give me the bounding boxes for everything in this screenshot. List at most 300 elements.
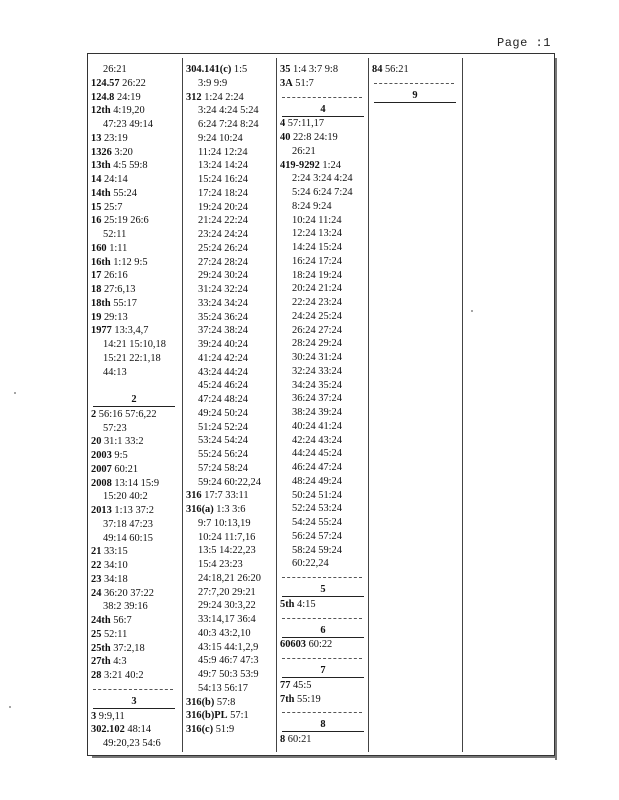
- page-line-refs: 26:24 27:24: [292, 324, 342, 336]
- index-entry-continuation: [186, 393, 278, 407]
- index-entry-continuation: [280, 241, 372, 255]
- page-line-refs: 27:6,13: [101, 284, 136, 295]
- page-line-refs: 40:24 41:24: [292, 420, 342, 432]
- page-line-refs: 34:10: [101, 560, 128, 571]
- index-entry-continuation: [91, 228, 183, 242]
- page-line-refs: 11:24 12:24: [198, 146, 248, 158]
- index-term: 2007: [91, 463, 112, 475]
- index-term: 316: [186, 490, 202, 502]
- index-entry: [280, 77, 372, 91]
- index-entry-continuation: [186, 228, 278, 242]
- page-line-refs: 5:24 6:24 7:24: [292, 187, 353, 198]
- page-line-refs: 13:24 14:24: [198, 160, 248, 172]
- index-term: 4: [280, 118, 286, 130]
- index-term: 28: [91, 670, 102, 681]
- page-line-refs: 26:21: [292, 145, 316, 157]
- index-entry-continuation: [280, 392, 372, 406]
- index-entry: [280, 63, 372, 77]
- index-entry-continuation: [186, 379, 278, 393]
- index-entry-continuation: [91, 118, 183, 132]
- index-entry: [186, 63, 278, 77]
- index-entry-continuation: [91, 63, 183, 77]
- index-entry-continuation: [186, 682, 278, 696]
- index-entry: [186, 489, 278, 503]
- scan-speck: [14, 392, 16, 394]
- index-term: 19: [91, 311, 102, 323]
- page-line-refs: 50:24 51:24: [292, 489, 342, 501]
- page-line-refs: 19:24 20:24: [198, 201, 248, 213]
- page-line-refs: 10:24 11:24: [292, 214, 342, 226]
- index-entry-continuation: [91, 379, 183, 393]
- index-term: 14th: [91, 187, 111, 199]
- page-line-refs: 49:20,23 54:6: [103, 738, 161, 749]
- index-entry-continuation: [280, 420, 372, 434]
- section-separator: [282, 577, 362, 578]
- index-entry: [186, 709, 278, 723]
- section-heading: 3: [93, 696, 175, 709]
- index-entry-continuation: [280, 475, 372, 489]
- page-line-refs: 15:4 23:23: [198, 559, 243, 570]
- index-term: 18: [91, 284, 102, 295]
- index-entry: [91, 242, 183, 256]
- page-line-refs: 31:1 33:2: [101, 436, 144, 448]
- page-line-refs: 1:5: [231, 64, 248, 75]
- page-number: Page :1: [497, 36, 551, 50]
- index-term: 16: [91, 215, 102, 227]
- page-line-refs: 8:24 9:24: [292, 200, 332, 212]
- page-line-refs: 3:20: [111, 146, 133, 158]
- page-line-refs: 60:22: [305, 639, 333, 651]
- page-line-refs: 4:19,20: [110, 105, 145, 117]
- index-entry-continuation: [280, 255, 372, 269]
- scan-speck: [9, 706, 11, 708]
- index-entry-continuation: [186, 297, 278, 311]
- index-entry-continuation: [186, 668, 278, 682]
- page-line-refs: 45:24 46:24: [198, 380, 248, 392]
- section-separator: [374, 83, 454, 84]
- page-line-refs: 1:11: [106, 242, 128, 254]
- page-line-refs: 24:18,21 26:20: [198, 572, 261, 584]
- page-line-refs: 60:21: [285, 734, 312, 745]
- index-entry-continuation: [186, 338, 278, 352]
- index-entry: [280, 638, 372, 652]
- index-entry: [91, 449, 183, 463]
- index-entry-continuation: [280, 557, 372, 571]
- page-line-refs: 27:7,20 29:21: [198, 586, 256, 598]
- index-term: 419-9292: [280, 159, 320, 171]
- page-line-refs: 29:24 30:3,22: [198, 600, 256, 612]
- index-term: 3: [91, 710, 97, 722]
- index-entry-continuation: [186, 269, 278, 283]
- section-separator: [282, 712, 362, 713]
- index-entry-continuation: [280, 530, 372, 544]
- page-line-refs: 49:7 50:3 53:9: [198, 669, 259, 680]
- index-entry-continuation: [186, 434, 278, 448]
- index-entry-continuation: [91, 422, 183, 436]
- index-entry: [280, 693, 372, 707]
- index-term: 24: [91, 587, 102, 599]
- index-entry: [91, 173, 183, 187]
- page-line-refs: 13:14 15:9: [111, 477, 160, 489]
- index-entry: [91, 545, 183, 559]
- index-entry-continuation: [186, 201, 278, 215]
- page-line-refs: 24:19: [114, 91, 141, 103]
- index-entry: [91, 104, 183, 118]
- section-heading: 9: [374, 90, 456, 103]
- page-line-refs: 13:5 14:22,23: [198, 545, 256, 557]
- index-term: 24th: [91, 615, 111, 626]
- page-line-refs: 3:21 40:2: [101, 670, 144, 681]
- page-line-refs: 55:24 56:24: [198, 449, 248, 460]
- page-line-refs: 57:23: [103, 422, 127, 434]
- index-entry-continuation: [280, 447, 372, 461]
- index-entry: [91, 324, 183, 338]
- index-entry-continuation: [91, 600, 183, 614]
- index-entry-continuation: [91, 532, 183, 546]
- page-line-refs: 44:24 45:24: [292, 448, 342, 460]
- page-line-refs: 27:24 28:24: [198, 256, 248, 268]
- page-line-refs: 15:21 22:1,18: [103, 352, 161, 364]
- page-line-refs: 16:24 17:24: [292, 255, 342, 267]
- page-line-refs: 55:17: [110, 297, 137, 309]
- index-entry-continuation: [280, 200, 372, 214]
- page-line-refs: 48:14: [124, 724, 152, 736]
- page-line-refs: 37:24 38:24: [198, 325, 248, 337]
- index-entry-continuation: [186, 572, 278, 586]
- page-line-refs: 34:24 35:24: [292, 379, 342, 391]
- page-line-refs: 33:14,17 36:4: [198, 614, 256, 625]
- index-term: 160: [91, 242, 107, 254]
- index-entry: [91, 435, 183, 449]
- index-entry-continuation: [186, 613, 278, 627]
- index-term: 25: [91, 628, 102, 640]
- index-entry-continuation: [186, 214, 278, 228]
- index-entry: [91, 283, 183, 297]
- index-entry: [91, 132, 183, 146]
- index-column-4: [372, 63, 464, 104]
- index-term: 27th: [91, 656, 111, 668]
- page-line-refs: 17:7 33:11: [201, 490, 249, 502]
- index-entry-continuation: [280, 351, 372, 365]
- index-entry-continuation: [280, 544, 372, 558]
- index-term: 2: [91, 408, 97, 420]
- index-entry-continuation: [186, 77, 278, 91]
- index-entry: [91, 256, 183, 270]
- page-line-refs: 30:24 31:24: [292, 352, 342, 363]
- index-entry-continuation: [186, 558, 278, 572]
- page-line-refs: 32:24 33:24: [292, 365, 342, 377]
- index-entry-continuation: [91, 338, 183, 352]
- index-entry: [186, 723, 278, 737]
- index-entry: [91, 463, 183, 477]
- index-entry: [91, 628, 183, 642]
- index-entry: [91, 587, 183, 601]
- index-term: 8: [280, 734, 286, 745]
- page-line-refs: 48:24 49:24: [292, 475, 342, 487]
- page-line-refs: 25:24 26:24: [198, 242, 248, 254]
- page-line-refs: 55:24: [110, 187, 137, 199]
- index-term: 124.8: [91, 91, 115, 103]
- index-entry-continuation: [186, 104, 278, 118]
- page-line-refs: 9:5: [111, 450, 128, 461]
- index-entry-continuation: [186, 187, 278, 201]
- index-entry: [91, 311, 183, 325]
- page-line-refs: 29:13: [101, 311, 128, 323]
- index-entry: [372, 63, 464, 77]
- index-entry: [91, 146, 183, 160]
- index-entry: [280, 598, 372, 612]
- section-separator: [282, 658, 362, 659]
- index-entry-continuation: [186, 159, 278, 173]
- page-line-refs: 25:7: [101, 201, 123, 213]
- index-term: 13th: [91, 160, 111, 172]
- page-line-refs: 12:24 13:24: [292, 228, 342, 240]
- page-line-refs: 52:24 53:24: [292, 503, 342, 515]
- index-entry-continuation: [186, 146, 278, 160]
- index-entry-continuation: [280, 310, 372, 324]
- page-line-refs: 1:12 9:5: [110, 256, 148, 268]
- page-line-refs: 34:18: [101, 573, 128, 585]
- page-line-refs: 14:21 15:10,18: [103, 339, 166, 350]
- index-entry-continuation: [280, 379, 372, 393]
- index-entry-continuation: [280, 434, 372, 448]
- index-entry-continuation: [280, 516, 372, 530]
- index-entry-continuation: [186, 324, 278, 338]
- index-entry-continuation: [280, 502, 372, 516]
- page-line-refs: 15:24 16:24: [198, 174, 248, 185]
- section-heading: 4: [282, 104, 364, 117]
- index-entry-continuation: [280, 269, 372, 283]
- index-term: 316(b)PL: [186, 710, 228, 722]
- page-line-refs: 17:24 18:24: [198, 187, 248, 199]
- page-line-refs: 4:15: [294, 598, 316, 610]
- page-line-refs: 47:23 49:14: [103, 119, 153, 130]
- page-line-refs: 35:24 36:24: [198, 311, 248, 323]
- index-entry-continuation: [280, 186, 372, 200]
- page-line-refs: 24:14: [101, 174, 128, 185]
- index-entry-continuation: [186, 654, 278, 668]
- index-entry: [280, 117, 372, 131]
- page-line-refs: 37:18 47:23: [103, 518, 153, 530]
- page-line-refs: 2:24 3:24 4:24: [292, 173, 353, 185]
- index-entry-continuation: [91, 518, 183, 532]
- section-heading: 6: [282, 625, 364, 638]
- page-line-refs: 13:3,4,7: [111, 325, 149, 337]
- index-entry-continuation: [280, 296, 372, 310]
- index-term: 18th: [91, 297, 111, 309]
- index-entry-continuation: [280, 365, 372, 379]
- page-line-refs: 9:9,11: [96, 710, 125, 722]
- page-line-refs: 4:3: [110, 656, 127, 668]
- page-line-refs: 53:24 54:24: [198, 435, 248, 447]
- index-entry-continuation: [280, 145, 372, 159]
- page-line-refs: 57:11,17: [285, 118, 325, 130]
- index-entry: [91, 655, 183, 669]
- page-line-refs: 37:2,18: [110, 642, 145, 654]
- index-entry-continuation: [91, 352, 183, 366]
- page-line-refs: 1:4 3:7 9:8: [290, 64, 339, 75]
- page-line-refs: 22:8 24:19: [290, 132, 338, 143]
- index-entry-continuation: [186, 476, 278, 490]
- index-column-3: [280, 63, 372, 747]
- index-entry-continuation: [186, 311, 278, 325]
- page-line-refs: 1:24 2:24: [201, 91, 244, 103]
- index-entry-continuation: [280, 461, 372, 475]
- index-term: 5th: [280, 598, 295, 610]
- page-line-refs: 57:1: [227, 710, 249, 722]
- section-heading: 7: [282, 665, 364, 678]
- index-entry-continuation: [186, 256, 278, 270]
- index-entry: [91, 504, 183, 518]
- index-term: 302.102: [91, 724, 125, 736]
- page-line-refs: 21:24 22:24: [198, 215, 248, 227]
- index-entry-continuation: [186, 242, 278, 256]
- page-line-refs: 43:24 44:24: [198, 366, 248, 378]
- page-line-refs: 36:20 37:22: [101, 587, 154, 599]
- page-line-refs: 51:9: [213, 724, 235, 735]
- index-term: 316(a): [186, 504, 214, 515]
- page-line-refs: 39:24 40:24: [198, 339, 248, 350]
- page-line-refs: 57:8: [214, 696, 236, 708]
- index-entry-continuation: [186, 173, 278, 187]
- index-entry-continuation: [186, 352, 278, 366]
- index-term: 35: [280, 64, 291, 75]
- page-line-refs: 49:14 60:15: [103, 532, 153, 544]
- index-term: 17: [91, 270, 102, 282]
- page-line-refs: 9:7 10:13,19: [198, 517, 251, 529]
- page-line-refs: 56:16 57:6,22: [96, 408, 157, 420]
- page-line-refs: 26:21: [103, 64, 127, 75]
- index-entry: [91, 91, 183, 105]
- section-separator: [282, 97, 362, 98]
- index-term: 20: [91, 436, 102, 448]
- page-line-refs: 51:7: [292, 77, 314, 89]
- index-entry: [91, 269, 183, 283]
- index-entry: [186, 91, 278, 105]
- index-entry-continuation: [186, 531, 278, 545]
- index-entry: [91, 614, 183, 628]
- page-line-refs: 45:9 46:7 47:3: [198, 655, 259, 667]
- index-entry-continuation: [186, 407, 278, 421]
- page-line-refs: 56:21: [382, 64, 409, 75]
- index-term: 2003: [91, 450, 112, 461]
- page-line-refs: 1:24: [319, 159, 341, 171]
- page-line-refs: 10:24 11:7,16: [198, 531, 256, 543]
- index-entry-continuation: [280, 214, 372, 228]
- index-entry: [280, 131, 372, 145]
- index-term: 316(c): [186, 724, 214, 735]
- index-column-1: [91, 63, 183, 751]
- page-line-refs: 59:24 60:22,24: [198, 476, 261, 488]
- index-entry: [280, 733, 372, 747]
- index-entry-continuation: [186, 462, 278, 476]
- index-entry-continuation: [186, 448, 278, 462]
- index-term: 77: [280, 679, 291, 691]
- index-term: 124.57: [91, 77, 120, 89]
- page-line-refs: 51:24 52:24: [198, 421, 248, 433]
- index-term: 2008: [91, 477, 112, 489]
- index-column-2: [186, 63, 278, 737]
- index-entry: [91, 187, 183, 201]
- section-separator: [93, 689, 173, 690]
- index-term: 13: [91, 132, 102, 144]
- index-entry: [91, 477, 183, 491]
- page-line-refs: 60:22,24: [292, 558, 329, 570]
- page-line-refs: 26:22: [119, 77, 146, 89]
- index-entry-continuation: [186, 586, 278, 600]
- index-entry: [280, 679, 372, 693]
- index-entry-continuation: [186, 641, 278, 655]
- index-entry-continuation: [186, 366, 278, 380]
- page-line-refs: 54:24 55:24: [292, 517, 342, 528]
- page-line-refs: 38:24 39:24: [292, 407, 342, 418]
- index-term: 16th: [91, 256, 111, 268]
- index-entry: [91, 669, 183, 683]
- index-entry: [91, 642, 183, 656]
- page-line-refs: 33:15: [101, 546, 128, 558]
- index-entry-continuation: [186, 118, 278, 132]
- index-entry-continuation: [186, 517, 278, 531]
- index-term: 40: [280, 132, 291, 143]
- page-line-refs: 25:19 26:6: [101, 215, 149, 227]
- column-divider: [462, 58, 463, 752]
- index-term: 2013: [91, 505, 112, 516]
- index-entry: [91, 214, 183, 228]
- page-line-refs: 55:19: [294, 693, 321, 705]
- index-term: 60603: [280, 639, 306, 651]
- index-entry: [186, 696, 278, 710]
- index-entry: [91, 573, 183, 587]
- section-heading: 5: [282, 584, 364, 597]
- index-entry-continuation: [280, 337, 372, 351]
- index-term: 14: [91, 174, 102, 185]
- index-term: 1977: [91, 325, 112, 337]
- page-line-refs: 52:11: [101, 628, 128, 640]
- page-line-refs: 60:21: [111, 463, 139, 475]
- page-line-refs: 1:3 3:6: [213, 504, 246, 515]
- frame-shadow-right: [555, 58, 557, 760]
- page-line-refs: 28:24 29:24: [292, 338, 342, 350]
- index-entry-continuation: [186, 627, 278, 641]
- index-entry-continuation: [91, 737, 183, 751]
- index-term: 22: [91, 560, 102, 571]
- page-line-refs: 54:13 56:17: [198, 682, 248, 694]
- index-entry: [91, 723, 183, 737]
- index-term: 316(b): [186, 696, 215, 708]
- page-line-refs: 41:24 42:24: [198, 352, 248, 364]
- section-heading: 8: [282, 719, 364, 732]
- index-term: 25th: [91, 642, 111, 654]
- page-line-refs: 15:20 40:2: [103, 491, 148, 503]
- page-line-refs: 38:2 39:16: [103, 601, 148, 613]
- page-line-refs: 47:24 48:24: [198, 394, 248, 405]
- page-line-refs: 1:13 37:2: [111, 505, 154, 516]
- index-entry: [91, 559, 183, 573]
- page-line-refs: 31:24 32:24: [198, 284, 248, 295]
- page-line-refs: 18:24 19:24: [292, 269, 342, 281]
- page-line-refs: 14:24 15:24: [292, 242, 342, 253]
- page-line-refs: 23:19: [101, 132, 128, 144]
- page-line-refs: 20:24 21:24: [292, 283, 342, 295]
- section-heading: 2: [93, 394, 175, 407]
- index-entry: [91, 77, 183, 91]
- page-line-refs: 22:24 23:24: [292, 297, 342, 308]
- index-term: 3A: [280, 77, 293, 89]
- index-term: 23: [91, 573, 102, 585]
- page-line-refs: 6:24 7:24 8:24: [198, 119, 259, 130]
- page-line-refs: 58:24 59:24: [292, 544, 342, 556]
- index-entry: [186, 503, 278, 517]
